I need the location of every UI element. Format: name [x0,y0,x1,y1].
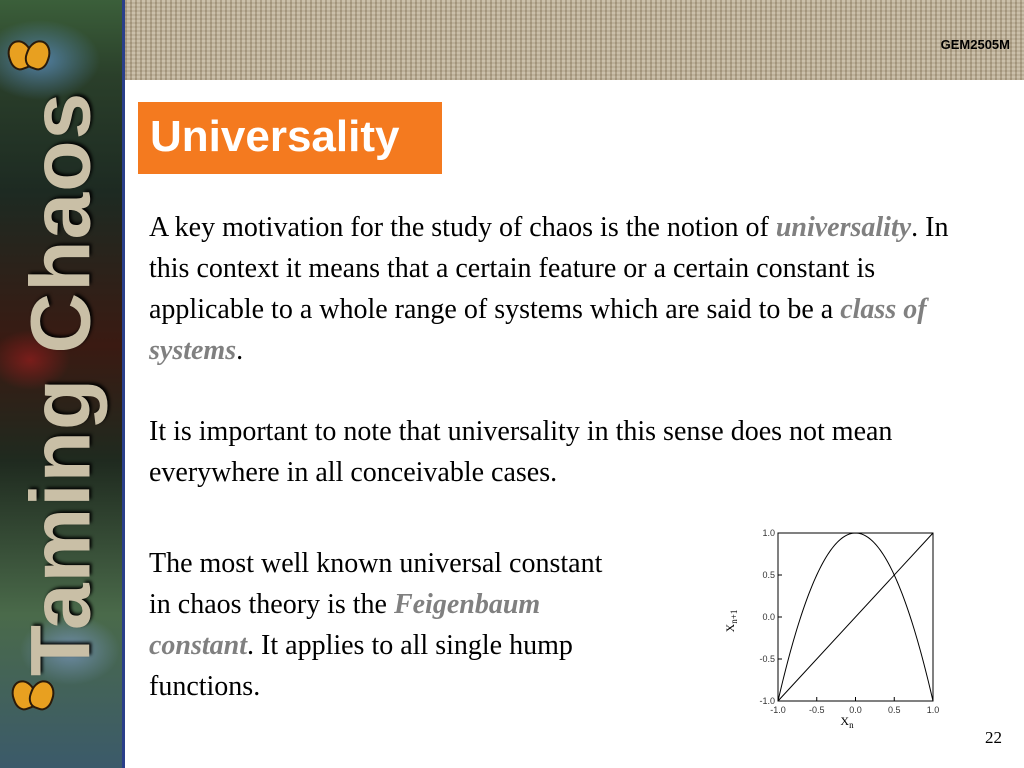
x-tick-label: 1.0 [926,705,940,715]
paragraph-note [149,411,909,493]
paragraph-feigenbaum [149,543,629,707]
x-axis-label: $X_n$ [840,714,854,730]
paragraph-universality [149,207,969,371]
text-segment: A key motivation for the study of chaos is the notion of [149,212,776,243]
sidebar-title: Taming Chaos [13,91,108,677]
sidebar-decoration [0,0,122,768]
slide-title: Universality [150,112,400,161]
butterfly-icon [12,680,52,706]
sidebar-border [122,0,125,768]
y-tick-label: 1.0 [762,528,775,538]
butterfly-icon [8,40,48,66]
highlighted-term: universality [775,212,912,243]
text-segment: . In this context it means that a certain feature or a certain constant is applicable to a whole range of systems which are said to be a [149,212,949,325]
y-tick-label: -0.5 [759,654,775,664]
y-axis-label: $X_{n+1}$ [723,609,739,633]
page-number: 22 [985,728,1002,747]
text-segment: The most well known universal constant in chaos theory is the [149,548,603,620]
y-tick-label: 0.0 [762,612,775,622]
text-segment: . [236,335,244,366]
header-band [125,0,1024,80]
x-tick-label: -0.5 [808,705,825,715]
x-tick-label: -1.0 [770,705,786,715]
highlighted-term: Feigenbaum constant [149,589,541,661]
x-tick-label: 0.5 [887,705,901,715]
x-tick-label: 0.0 [849,705,862,715]
highlighted-term: class of systems [149,294,927,366]
logistic-map-plot [715,525,955,735]
course-code: GEM2505M [940,37,1010,52]
text-segment: . It applies to all single hump functions. [149,630,573,702]
y-tick-label: 0.5 [762,570,775,580]
text-segment: It is important to note that universality in this sense does not mean everywhere in all conceivable cases. [149,416,893,488]
y-tick-label: -1.0 [759,696,775,706]
